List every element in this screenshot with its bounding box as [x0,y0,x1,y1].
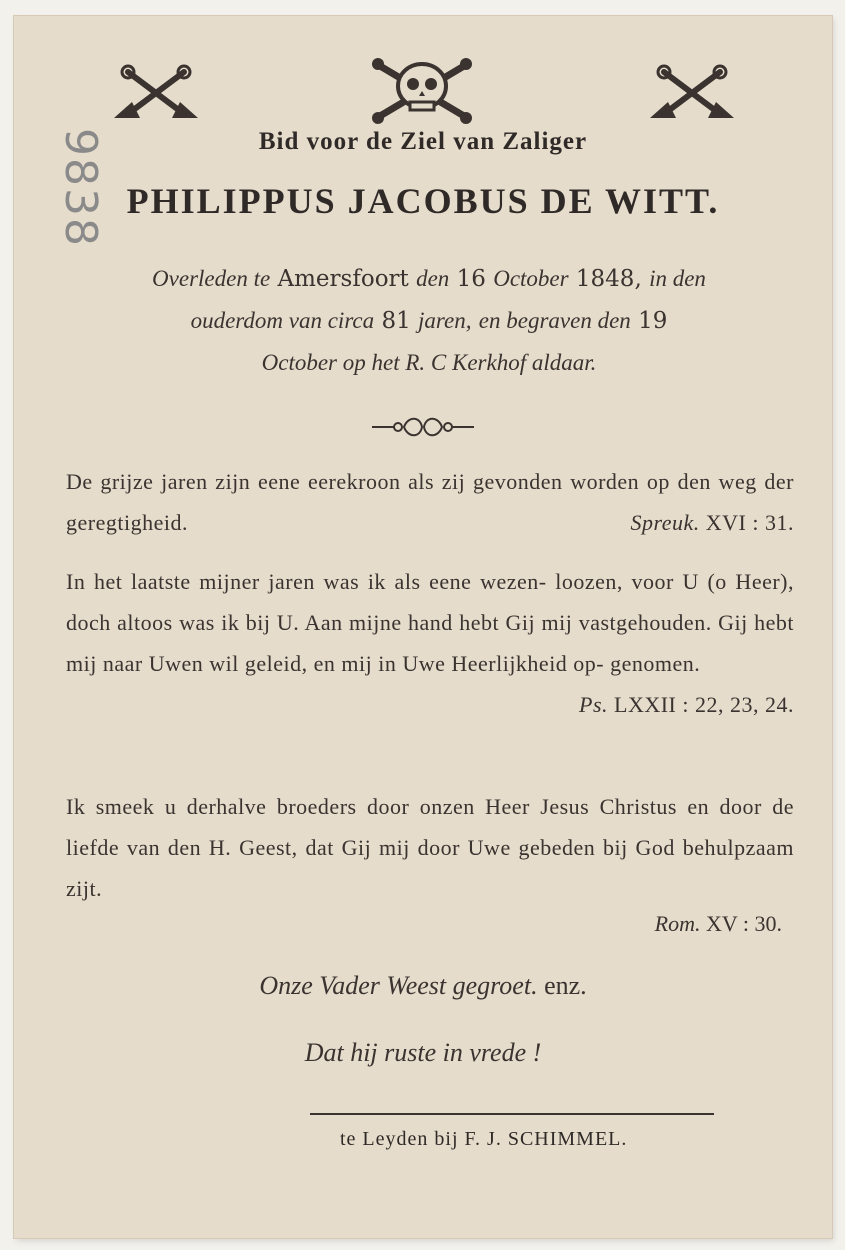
ornamental-divider [14,414,832,444]
passage-2-text: In het laatste mijner jaren was ik als eene wezen- loozen, voor U (o Heer), doch altoos was ik bij U. Aan mijne hand hebt Gij mij vastgehouden. Gij hebt mij naar Uwen wil geleid, en mij in Uwe Heerlijkheid op- genomen. [66,569,794,676]
passage-1-text: De grijze jaren zijn eene eerekroon als zij gevonden worden op den weg der geregtigheid. [66,469,794,535]
prayer-line: Onze Vader Weest gegroet. enz. [259,971,587,1000]
death-line-2: ouderdom van circa 81 jaren, en begraven den 19 [190,308,668,334]
handwritten-number: 9838 [55,128,106,248]
crossed-tools-icon [110,62,202,126]
scripture-passage-1 [66,461,794,543]
skull-crossbones-icon [370,56,474,126]
scripture-passage-3 [66,786,794,909]
passage-2-reference: Ps. LXXII : 22, 23, 24. [579,692,794,717]
memorial-card [14,16,832,1238]
deceased-name: PHILIPPUS JACOBUS DE WITT. [126,181,720,221]
scripture-passage-2 [66,561,794,725]
death-line-1: Overleden te Amersfoort den 16 October 1848, in den [152,266,706,292]
passage-3-text: Ik smeek u derhalve broeders door onzen Heer Jesus Christus en door de liefde van den H. Geest, dat Gij mij door Uwe gebeden bij God behulpzaam zijt. [66,794,794,901]
horizontal-rule [310,1113,714,1115]
card-heading: Bid voor de Ziel van Zaliger [258,128,588,155]
death-line-3: October op het R. C Kerkhof aldaar. [261,350,597,375]
rest-in-peace-line: Dat hij ruste in vrede ! [304,1038,542,1067]
divider-flourish-icon [368,414,478,440]
death-notice [64,258,794,384]
ornament-row [14,56,832,136]
crossed-tools-icon [646,62,738,126]
passage-1-reference: Spreuk. XVI : 31. [630,510,794,535]
printer-credit: te Leyden bij F. J. SCHIMMEL. [340,1128,628,1150]
passage-3-reference: Rom. XV : 30. [654,911,782,936]
